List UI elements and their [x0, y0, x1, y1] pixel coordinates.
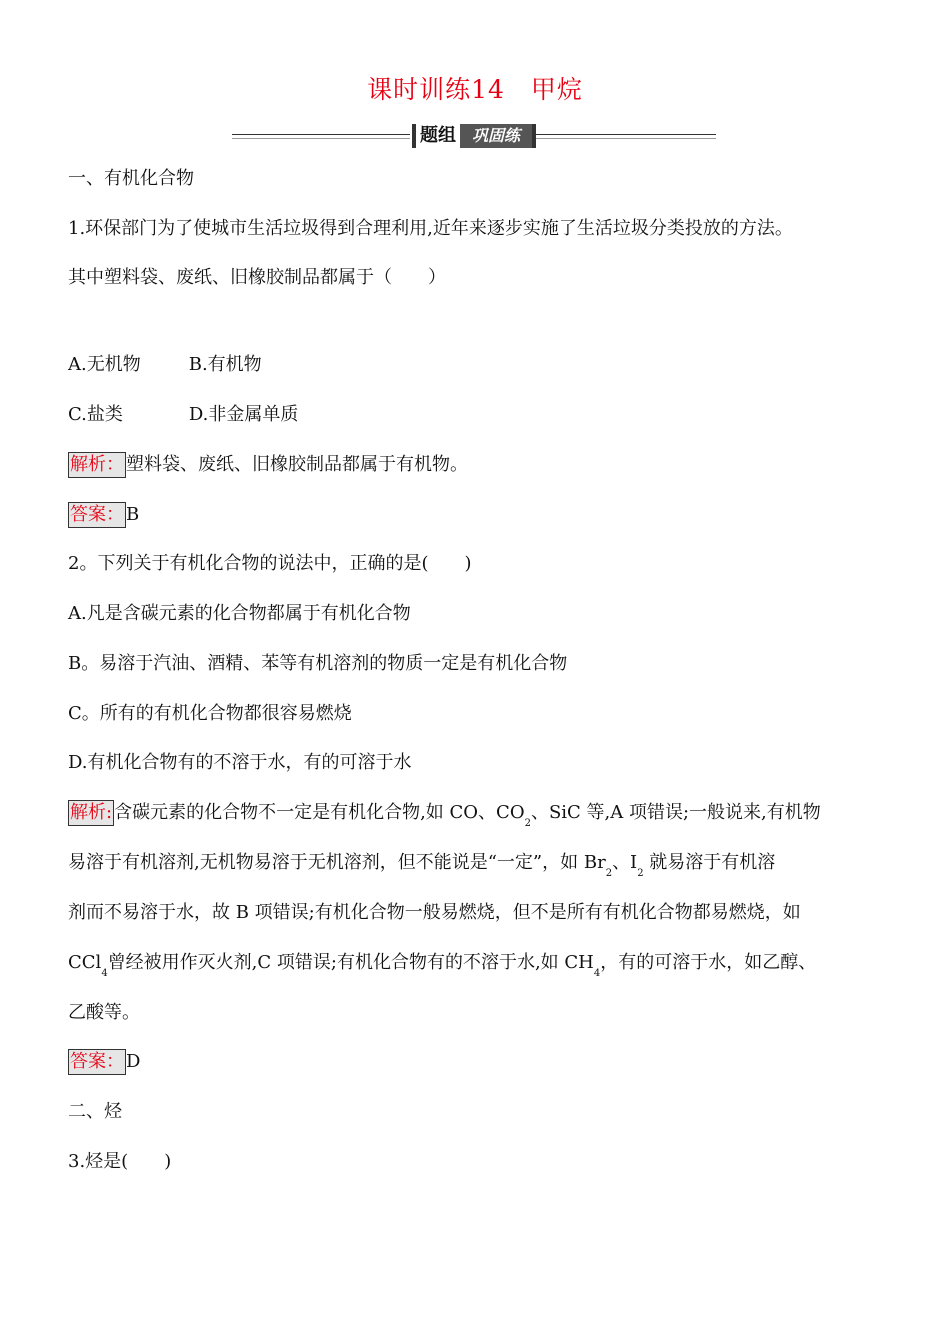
banner-text-practice: 巩固练 — [460, 124, 532, 148]
q2-option-a: A.凡是含碳元素的化合物都属于有机化合物 — [68, 603, 411, 624]
q1-answer — [68, 502, 139, 528]
banner-text-group: 题组 — [416, 124, 460, 148]
q1-stem-line2: 其中塑料袋、废纸、旧橡胶制品都属于（ ） — [68, 267, 446, 288]
q1-analysis — [68, 452, 468, 478]
q1-option-a: A.无机物 — [68, 354, 141, 375]
page-title: 课时训练14 甲烷 — [367, 75, 583, 104]
q2-analysis-line1: 解析: 含碳元素的化合物不一定是有机化合物,如 CO、$CO_2$、SiC 等,A 项错误;一般说来,有机物 — [70, 802, 821, 829]
analysis-label: 解析： — [68, 452, 126, 478]
analysis-label: 解析: — [68, 800, 114, 826]
q3-stem: 3.烃是( ) — [68, 1151, 172, 1172]
q2-stem: 2。下列关于有机化合物的说法中，正确的是( ) — [68, 553, 472, 574]
q1-analysis-text: 塑料袋、废纸、旧橡胶制品都属于有机物。 — [126, 454, 468, 475]
q2-analysis-line3: 剂而不易溶于水，故 B 项错误;有机化合物一般易燃烧，但不是所有有机化合物都易燃烧，如 — [68, 902, 801, 923]
q2-analysis-line5: 乙酸等。 — [68, 1002, 140, 1023]
banner-rule-right — [536, 134, 716, 135]
section-heading-hydrocarbon: 二、烃 — [68, 1101, 122, 1122]
q2-option-d: D.有机化合物有的不溶于水，有的可溶于水 — [68, 752, 412, 773]
q1-option-d: D.非金属单质 — [188, 404, 299, 425]
banner-rule-left-thin — [232, 138, 410, 139]
q1-stem-line1: 1.环保部门为了使城市生活垃圾得到合理利用,近年来逐步实施了生活垃圾分类投放的方法。 — [68, 218, 793, 239]
q1-answer-text: B — [126, 504, 140, 525]
q1-options-ab — [68, 352, 262, 378]
q2-analysis-line4: CCl$_4$曾经被用作灭火剂,C 项错误;有机化合物有的不溶于水,如 $CH_4$，有的可溶于水，如乙醇、 — [68, 952, 817, 979]
q2-answer-text: D — [126, 1051, 141, 1072]
q1-options-cd — [68, 402, 298, 428]
answer-label: 答案： — [68, 502, 126, 528]
section-banner — [232, 122, 716, 150]
section-heading-organic: 一、有机化合物 — [68, 168, 194, 189]
q1-option-b: B.有机物 — [188, 354, 262, 375]
answer-label: 答案： — [68, 1049, 126, 1075]
q2-answer — [68, 1049, 140, 1075]
q2-analysis-line2: 易溶于有机溶剂,无机物易溶于无机溶剂，但不能说是“一定”，如 $Br_2$、$I_2$ 就易溶于有机溶 — [68, 852, 776, 879]
q2-option-c: C。所有的有机化合物都很容易燃烧 — [68, 703, 352, 724]
banner-rule-left — [232, 134, 410, 135]
q1-option-c: C.盐类 — [68, 404, 123, 425]
banner-badge — [412, 124, 536, 148]
q2-option-b: B。易溶于汽油、酒精、苯等有机溶剂的物质一定是有机化合物 — [68, 653, 568, 674]
banner-rule-right-thin — [536, 138, 716, 139]
